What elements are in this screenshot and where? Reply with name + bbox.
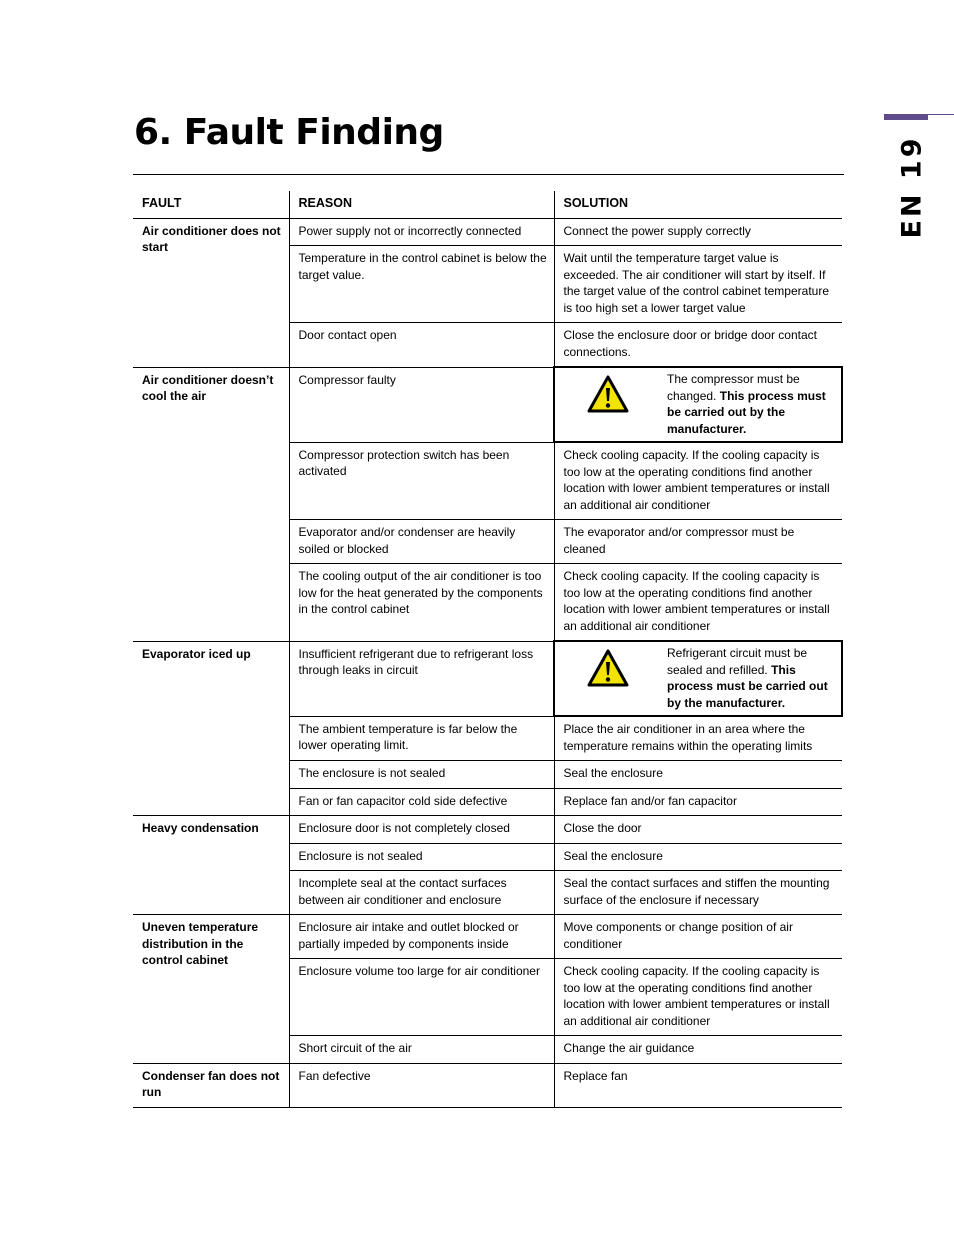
warning-cell xyxy=(554,641,842,716)
reason-cell: Insufficient refrigerant due to refrigerant loss through leaks in circuit xyxy=(289,641,554,716)
fault-cell: Heavy condensation xyxy=(133,816,289,915)
solution-cell: Place the air conditioner in an area where the temperature remains within the operating limits xyxy=(554,716,842,761)
reason-cell: Incomplete seal at the contact surfaces between air conditioner and enclosure xyxy=(289,871,554,915)
table-row xyxy=(133,367,842,442)
reason-cell: The enclosure is not sealed xyxy=(289,761,554,789)
header-reason: REASON xyxy=(289,191,554,218)
table-header-row xyxy=(133,191,842,218)
solution-cell: Connect the power supply correctly xyxy=(554,218,842,246)
solution-cell: The evaporator and/or compressor must be cleaned xyxy=(554,520,842,564)
page-tab-accent xyxy=(884,114,928,120)
table-row xyxy=(133,218,842,246)
fault-cell: Evaporator iced up xyxy=(133,641,289,816)
fault-cell: Air conditioner doesn’t cool the air xyxy=(133,367,289,641)
header-fault: FAULT xyxy=(133,191,289,218)
reason-cell: Compressor faulty xyxy=(289,367,554,442)
table-row xyxy=(133,1063,842,1107)
solution-cell: Seal the enclosure xyxy=(554,843,842,871)
reason-cell: Short circuit of the air xyxy=(289,1036,554,1064)
language-page-label xyxy=(897,122,927,252)
solution-cell: Check cooling capacity. If the cooling capacity is too low at the operating conditions find another location with lower ambient temperatures or install an additional air conditioner xyxy=(554,442,842,520)
language-page-label-text: EN 19 xyxy=(896,135,928,239)
table-row xyxy=(133,915,842,959)
page-title: 6. Fault Finding xyxy=(134,112,444,153)
solution-cell: Close the enclosure door or bridge door contact connections. xyxy=(554,323,842,368)
title-divider xyxy=(133,174,844,175)
reason-cell: Fan defective xyxy=(289,1063,554,1107)
fault-cell: Condenser fan does not run xyxy=(133,1063,289,1107)
warning-triangle-icon xyxy=(586,374,630,414)
reason-cell: Temperature in the control cabinet is below the target value. xyxy=(289,246,554,323)
reason-cell: Fan or fan capacitor cold side defective xyxy=(289,788,554,816)
reason-cell: Enclosure air intake and outlet blocked or partially impeded by components inside xyxy=(289,915,554,959)
warning-box xyxy=(559,371,837,437)
solution-cell: Check cooling capacity. If the cooling capacity is too low at the operating conditions find another location with lower ambient temperatures or install an additional air conditioner xyxy=(554,959,842,1036)
page-tab-line xyxy=(928,114,954,115)
warning-text xyxy=(667,371,837,437)
reason-cell: Evaporator and/or condenser are heavily soiled or blocked xyxy=(289,520,554,564)
reason-cell: Door contact open xyxy=(289,323,554,368)
warning-triangle-icon xyxy=(586,648,630,688)
warning-cell xyxy=(554,367,842,442)
solution-cell: Seal the contact surfaces and stiffen the mounting surface of the enclosure if necessary xyxy=(554,871,842,915)
table-row xyxy=(133,641,842,716)
fault-finding-table xyxy=(133,191,843,1108)
solution-cell: Check cooling capacity. If the cooling capacity is too low at the operating conditions find another location with lower ambient temperatures or install an additional air conditioner xyxy=(554,564,842,642)
table-row xyxy=(133,816,842,844)
reason-cell: Enclosure volume too large for air conditioner xyxy=(289,959,554,1036)
solution-cell: Replace fan and/or fan capacitor xyxy=(554,788,842,816)
warning-icon-holder xyxy=(559,645,667,688)
warning-emphasis: This process must be carried out by the manufacturer. xyxy=(667,388,826,436)
solution-cell: Move components or change position of air conditioner xyxy=(554,915,842,959)
solution-cell: Close the door xyxy=(554,816,842,844)
reason-cell: The cooling output of the air conditioner is too low for the heat generated by the components in the control cabinet xyxy=(289,564,554,642)
solution-cell: Change the air guidance xyxy=(554,1036,842,1064)
warning-message: Refrigerant circuit must be sealed and refilled. xyxy=(667,646,808,677)
table-body xyxy=(133,218,842,1107)
header-solution: SOLUTION xyxy=(554,191,842,218)
warning-text xyxy=(667,645,837,711)
warning-icon-holder xyxy=(559,371,667,414)
reason-cell: Enclosure is not sealed xyxy=(289,843,554,871)
solution-cell: Wait until the temperature target value is exceeded. The air conditioner will start by itself. If the target value of the control cabinet temperature is too high set a lower target value xyxy=(554,246,842,323)
reason-cell: Power supply not or incorrectly connected xyxy=(289,218,554,246)
warning-box xyxy=(559,645,837,711)
solution-cell: Seal the enclosure xyxy=(554,761,842,789)
warning-message: The compressor must be changed. xyxy=(667,372,800,403)
warning-emphasis: This process must be carried out by the manufacturer. xyxy=(667,662,828,710)
reason-cell: The ambient temperature is far below the lower operating limit. xyxy=(289,716,554,761)
fault-cell: Uneven temperature distribution in the control cabinet xyxy=(133,915,289,1064)
reason-cell: Compressor protection switch has been activated xyxy=(289,442,554,520)
solution-cell: Replace fan xyxy=(554,1063,842,1107)
fault-cell: Air conditioner does not start xyxy=(133,218,289,367)
reason-cell: Enclosure door is not completely closed xyxy=(289,816,554,844)
